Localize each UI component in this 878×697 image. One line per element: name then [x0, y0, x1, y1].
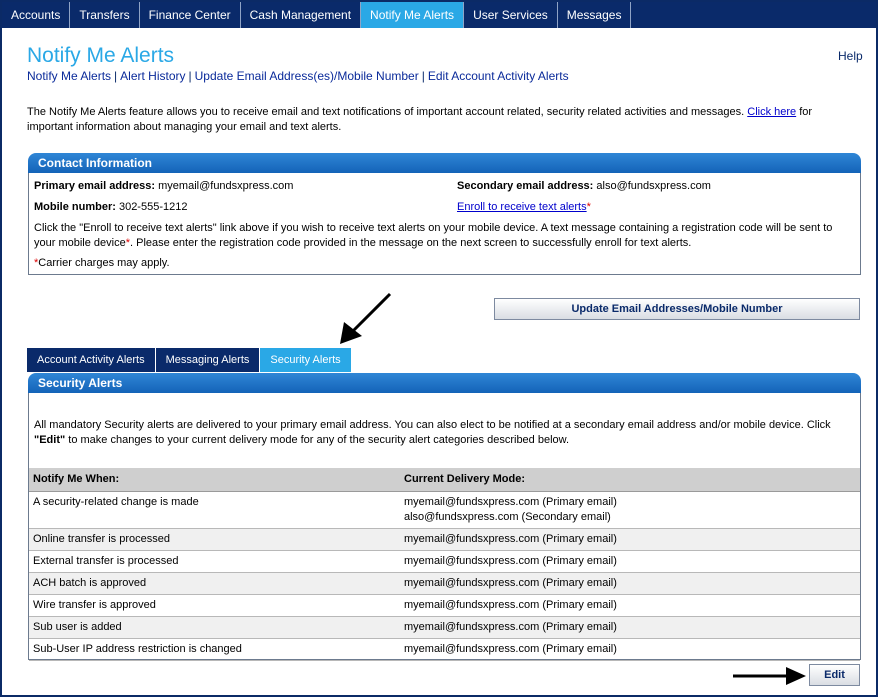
- delivery-mode-cell: myemail@fundsxpress.com (Primary email): [400, 550, 860, 572]
- asterisk: *: [586, 201, 591, 213]
- security-desc-part-1: All mandatory Security alerts are delivered to your primary email address. You can also elect to be notified at a secondary email address and/or mobile device. Click: [34, 419, 831, 431]
- delivery-mode-primary: myemail@fundsxpress.com (Primary email): [404, 495, 617, 508]
- update-email-mobile-button[interactable]: Update Email Addresses/Mobile Number: [494, 298, 860, 320]
- intro-tail: for important information about managing your email and text alerts.: [27, 106, 813, 133]
- delivery-mode-cell: myemail@fundsxpress.com (Primary email): [400, 638, 860, 660]
- edit-button[interactable]: Edit: [809, 664, 860, 686]
- subnav-alert-history[interactable]: Alert History: [120, 69, 186, 83]
- subnav-update-email[interactable]: Update Email Address(es)/Mobile Number: [194, 69, 419, 83]
- tab-security-alerts[interactable]: Security Alerts: [260, 348, 351, 372]
- carrier-note-text: Carrier charges may apply.: [38, 257, 170, 269]
- instructions-part-2: . Please enter the registration code provided in the message on the next screen to successfully enroll for text alerts.: [130, 237, 692, 249]
- tab-account-activity-alerts[interactable]: Account Activity Alerts: [27, 348, 156, 372]
- nav-tab-cash-management[interactable]: Cash Management: [241, 2, 361, 28]
- help-link[interactable]: Help: [838, 49, 863, 63]
- nav-tab-messages[interactable]: Messages: [558, 2, 632, 28]
- delivery-mode-cell: myemail@fundsxpress.com (Primary email): [400, 572, 860, 594]
- enroll-text-alerts-link[interactable]: Enroll to receive text alerts: [457, 201, 587, 213]
- delivery-mode-cell: myemail@fundsxpress.com (Primary email): [400, 528, 860, 550]
- mobile-number-label: Mobile number:: [34, 201, 116, 213]
- secondary-email-label: Secondary email address:: [457, 180, 594, 192]
- subnav-separator: |: [421, 69, 425, 83]
- contact-info-header: Contact Information: [28, 153, 861, 173]
- primary-email-label: Primary email address:: [34, 180, 156, 192]
- delivery-mode-secondary: also@fundsxpress.com (Secondary email): [404, 510, 611, 523]
- page-title: Notify Me Alerts: [27, 44, 175, 67]
- security-desc-edit: "Edit": [34, 434, 66, 446]
- subnav-separator: |: [114, 69, 118, 83]
- notify-when-cell: A security-related change is made: [29, 491, 400, 528]
- mobile-number-value: 302-555-1212: [118, 201, 188, 213]
- subnav-separator: |: [188, 69, 192, 83]
- instructions-part-1: Click the "Enroll to receive text alerts" link above if you wish to receive text alerts on your mobile device. A text message containing a registration code will be sent to your mobile device: [34, 222, 833, 249]
- nav-tab-accounts[interactable]: Accounts: [2, 2, 70, 28]
- notify-when-cell: External transfer is processed: [29, 550, 400, 572]
- nav-tab-notify-me-alerts[interactable]: Notify Me Alerts: [361, 2, 464, 28]
- notify-when-cell: Sub-User IP address restriction is changed: [29, 638, 400, 660]
- security-desc-part-2: to make changes to your current delivery mode for any of the security alert categories described below.: [68, 434, 570, 446]
- nav-tab-user-services[interactable]: User Services: [464, 2, 558, 28]
- column-header-notify-when: Notify Me When:: [29, 468, 400, 491]
- asterisk: *: [34, 257, 39, 269]
- column-header-delivery-mode: Current Delivery Mode:: [400, 468, 860, 491]
- intro-body: The Notify Me Alerts feature allows you to receive email and text notifications of important account related, security related activities and messages.: [27, 106, 745, 118]
- click-here-link[interactable]: Click here: [747, 106, 797, 118]
- primary-email-value: myemail@fundsxpress.com: [158, 180, 294, 192]
- nav-tab-transfers[interactable]: Transfers: [70, 2, 139, 28]
- notify-when-cell: ACH batch is approved: [29, 572, 400, 594]
- delivery-mode-cell: myemail@fundsxpress.com (Primary email): [400, 616, 860, 638]
- subnav-edit-account-activity[interactable]: Edit Account Activity Alerts: [427, 69, 569, 83]
- delivery-mode-cell: myemail@fundsxpress.com (Primary email): [400, 594, 860, 616]
- notify-when-cell: Wire transfer is approved: [29, 594, 400, 616]
- security-alerts-header: Security Alerts: [28, 373, 861, 393]
- notify-when-cell: Sub user is added: [29, 616, 400, 638]
- subnav-notify-me-alerts[interactable]: Notify Me Alerts: [27, 69, 112, 83]
- asterisk: *: [125, 237, 130, 249]
- nav-tab-finance-center[interactable]: Finance Center: [140, 2, 241, 28]
- tab-messaging-alerts[interactable]: Messaging Alerts: [156, 348, 261, 372]
- notify-when-cell: Online transfer is processed: [29, 528, 400, 550]
- secondary-email-value: also@fundsxpress.com: [596, 180, 711, 192]
